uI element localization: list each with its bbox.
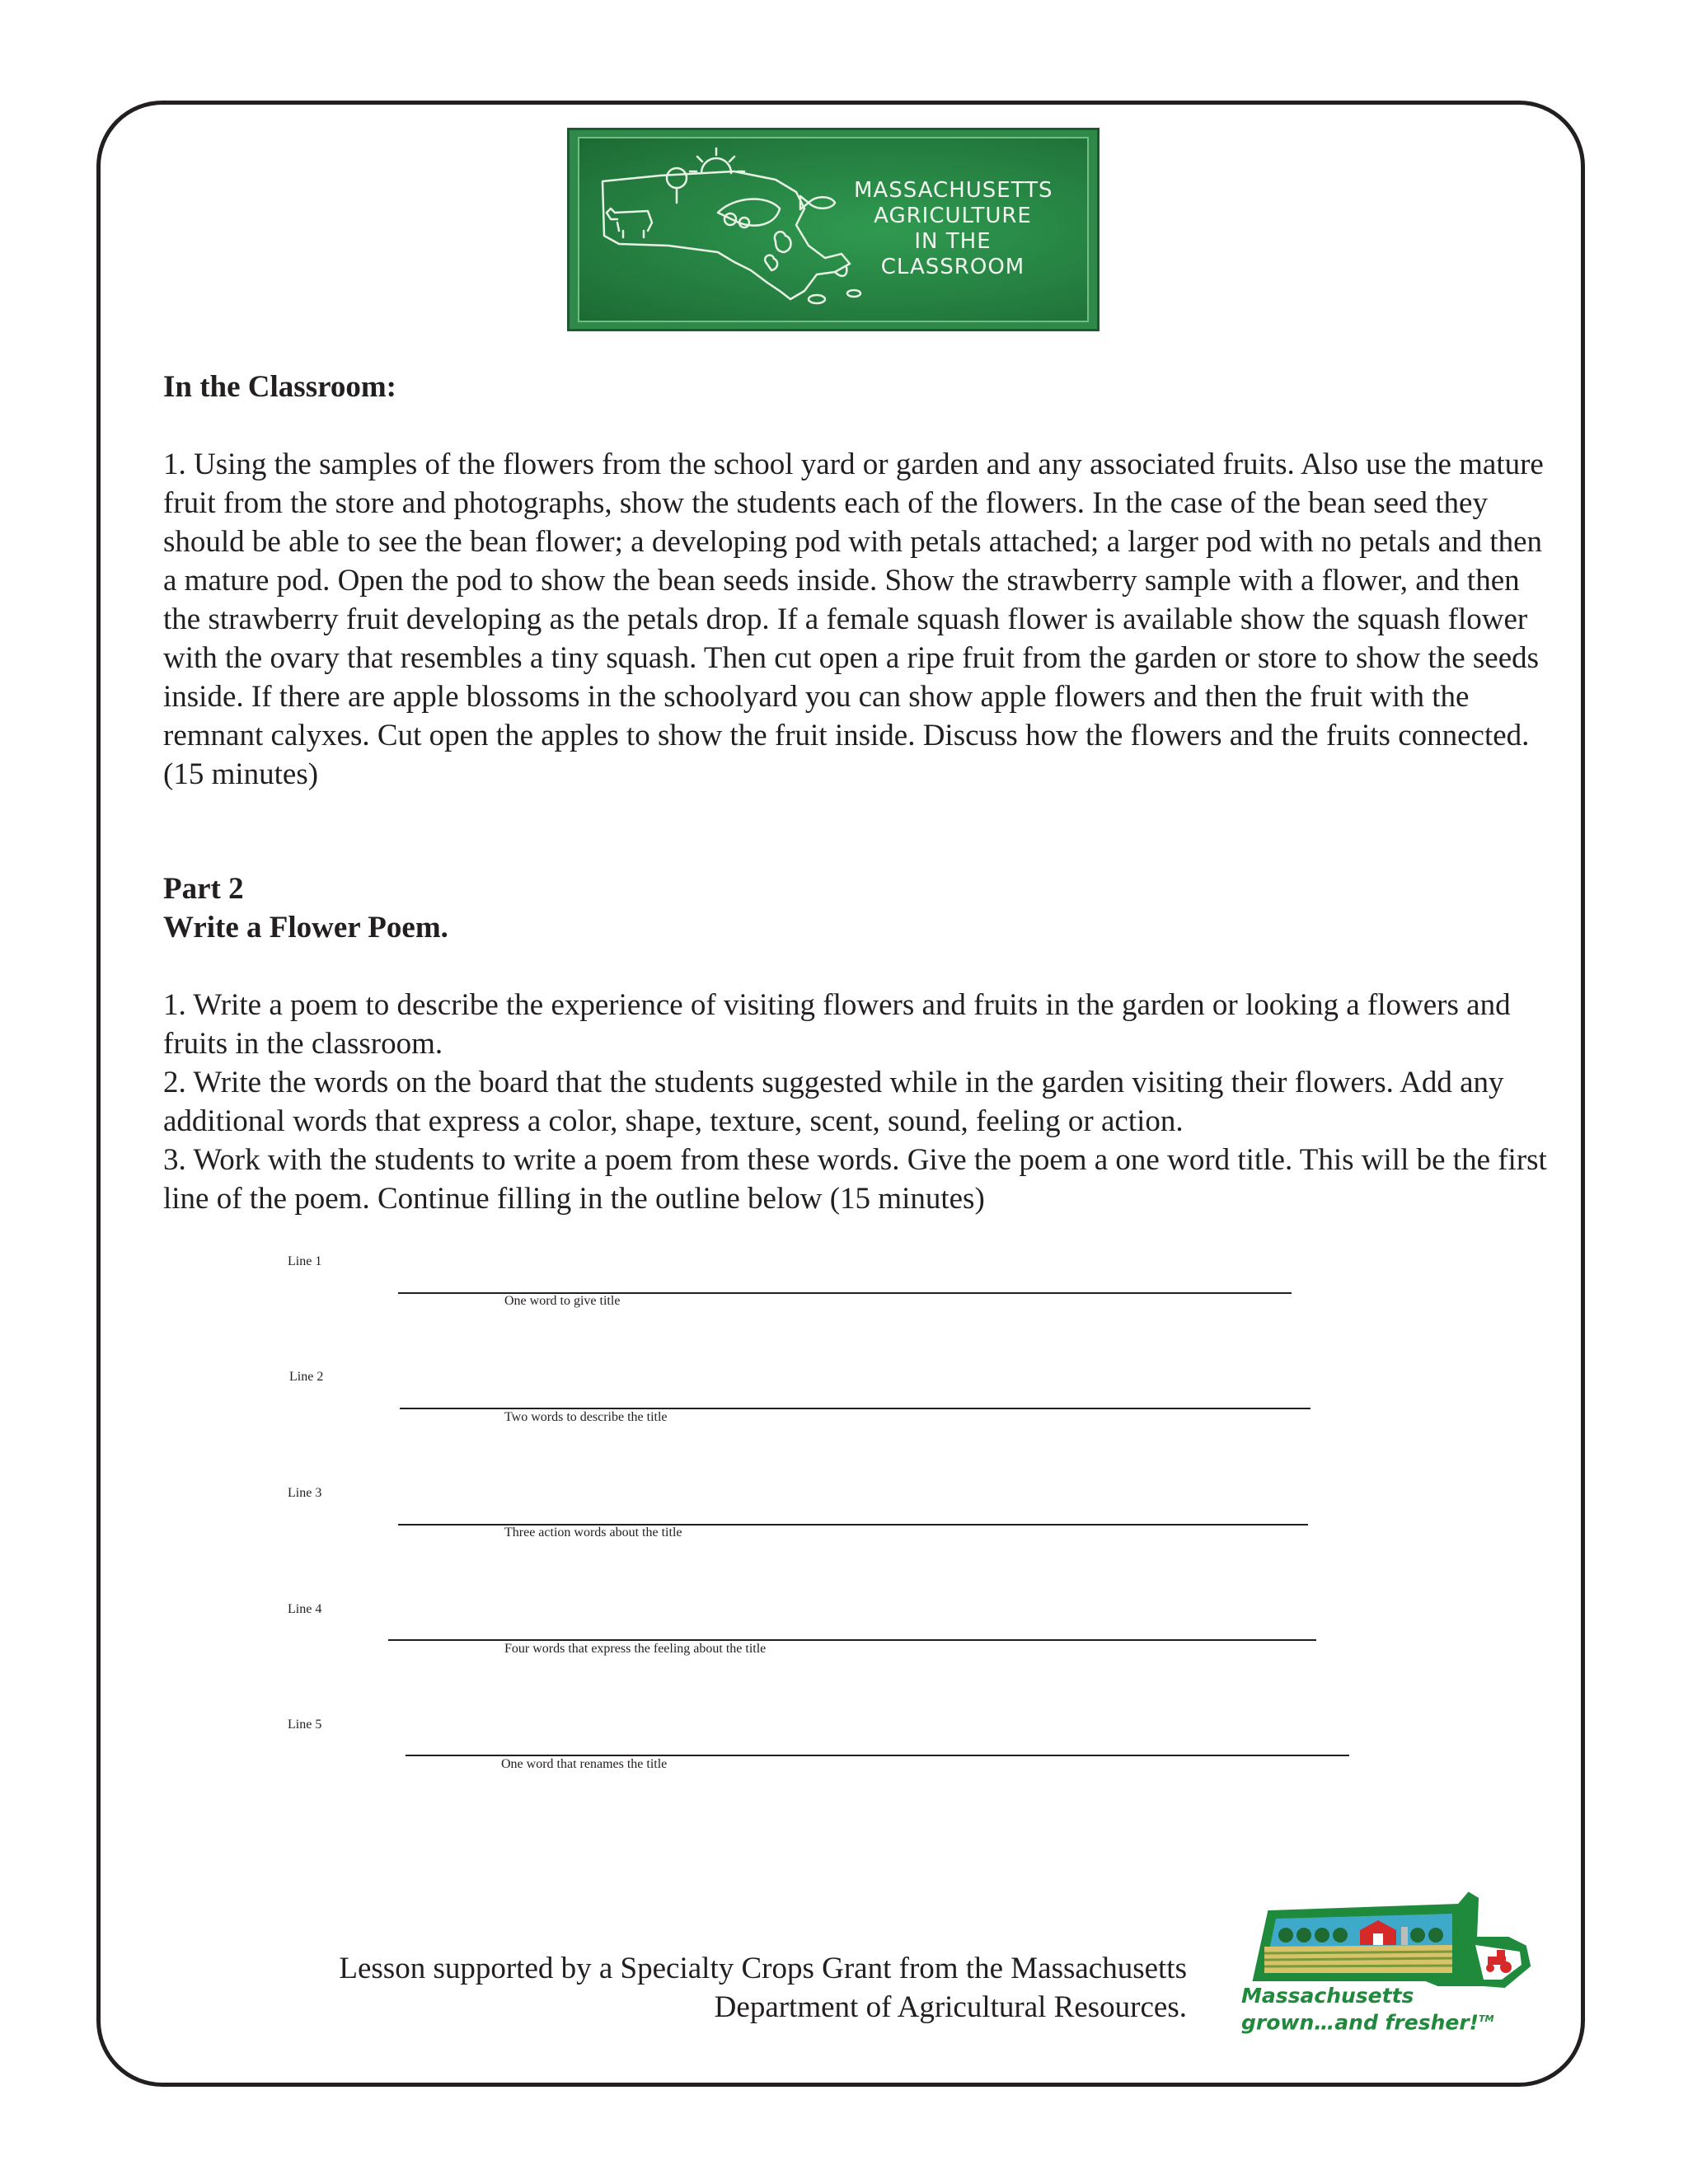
poem-line-1-hint: One word to give title <box>504 1294 621 1308</box>
brand-trademark: TM <box>1479 2013 1494 2024</box>
poem-line-1-label: Line 1 <box>288 1254 322 1268</box>
poem-line-4-label: Line 4 <box>288 1602 322 1616</box>
section-heading-part2: Part 2 <box>163 872 244 906</box>
poem-line-4-blank[interactable] <box>388 1639 1316 1641</box>
massachusetts-grown-logo <box>1236 1887 1541 2040</box>
poem-line-2-blank[interactable] <box>400 1408 1311 1409</box>
logo-line-3: IN THE CLASSROOM <box>880 229 1025 279</box>
poem-line-4-hint: Four words that express the feeling about the title <box>504 1642 767 1656</box>
poem-line-2-hint: Two words to describe the title <box>504 1410 668 1424</box>
mac-chalkboard-logo <box>567 128 1100 331</box>
brand-line-2 <box>1241 2008 1494 2034</box>
logo-line-2: AGRICULTURE <box>874 204 1032 228</box>
section-heading-classroom: In the Classroom: <box>163 370 396 404</box>
grant-credit-line-2: Department of Agricultural Resources. <box>714 1990 1187 2024</box>
poem-instructions <box>163 986 1548 1218</box>
poem-line-3-label: Line 3 <box>288 1486 322 1500</box>
poem-line-3-hint: Three action words about the title <box>504 1526 682 1540</box>
instruction-step-3: 3. Work with the students to write a poem from these words. Give the poem a one word title. This will be the first line of the poem. Continue filling in the outline below (15 minutes) <box>163 1143 1547 1216</box>
classroom-paragraph: 1. Using the samples of the flowers from the school yard or garden and any associated fruits. Also use the mature fruit from the store and photographs, show the students each of the flowers. In the case of the bean seed they should be able to see the bean flower; a developing pod with petals attached; a larger pod with no petals and then a mature pod. Open the pod to show the bean seeds inside. Show the strawberry sample with a flower, and then the strawberry fruit developing as the petals drop. If a female squash flower is available show the squash flower with the ovary that resembles a tiny squash. Then cut open a ripe fruit from the garden or store to show the seeds inside. If there are apple blossoms in the schoolyard you can show apple flowers and then the fruit with the remnant calyxes. Cut open the apples to show the fruit inside. Discuss how the flowers and the fruits connected. (15 minutes) <box>163 448 1544 791</box>
poem-line-5-hint: One word that renames the title <box>501 1757 668 1771</box>
poem-line-5-blank[interactable] <box>406 1755 1349 1756</box>
brand-line-1: Massachusetts <box>1241 1984 1414 2008</box>
poem-line-5-label: Line 5 <box>288 1718 322 1732</box>
brand-line-2-text: grown…and fresher! <box>1241 2010 1479 2035</box>
logo-line-1: MASSACHUSETTS <box>854 178 1053 203</box>
mac-logo-text <box>854 178 1052 280</box>
section-heading-poem: Write a Flower Poem. <box>163 911 448 944</box>
grant-credit-line-1: Lesson supported by a Specialty Crops Grant from the Massachusetts <box>339 1952 1187 1985</box>
instruction-step-1: 1. Write a poem to describe the experience of visiting flowers and fruits in the garden or looking a flowers and fruits in the classroom. <box>163 988 1511 1061</box>
instruction-step-2: 2. Write the words on the board that the students suggested while in the garden visiting their flowers. Add any additional words that express a color, shape, texture, scent, sound, feeling or action. <box>163 1066 1504 1138</box>
grant-credit <box>247 1949 1187 2027</box>
mass-grown-brand-text <box>1241 1985 1494 2034</box>
poem-line-2-label: Line 2 <box>289 1370 324 1384</box>
